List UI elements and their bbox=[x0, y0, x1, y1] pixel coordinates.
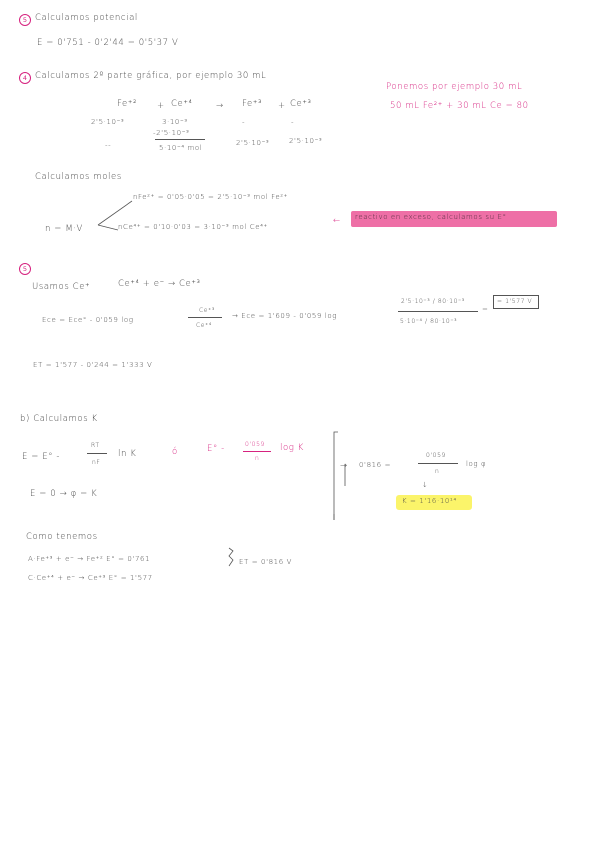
table-cell: 2'5·10⁻³ bbox=[236, 139, 270, 147]
total-result: ET = 0'816 V bbox=[239, 558, 292, 566]
table-cell: -- bbox=[105, 141, 112, 149]
ln-k: ln K bbox=[118, 449, 137, 459]
table-cell: - bbox=[242, 118, 246, 126]
reaction-a: A·Fe⁺³ + e⁻ → Fe⁺² E° = 0'761 bbox=[28, 555, 151, 563]
or-label: ó bbox=[172, 447, 178, 457]
table-cell: 2'5·10⁻³ bbox=[289, 137, 323, 145]
fraction-numerator: 0'059 bbox=[245, 441, 265, 448]
reaction-species: Fe⁺² bbox=[117, 99, 137, 109]
calc-equation: 0'816 = bbox=[359, 461, 392, 469]
table-cell: - bbox=[291, 118, 295, 126]
reaction-arrow: → bbox=[216, 101, 224, 111]
log-phi: log φ bbox=[466, 460, 487, 468]
fraction-denominator: n bbox=[255, 455, 260, 462]
moles-formula: n = M·V bbox=[45, 224, 83, 234]
usamos-label: Usamos Ce⁺ bbox=[32, 282, 91, 292]
equation-e: E = E° - bbox=[22, 452, 61, 462]
fraction-bar bbox=[418, 463, 458, 464]
section-number-badge: 5 bbox=[19, 263, 31, 275]
nernst-substitution: → Ece = 1'609 - 0'059 log bbox=[232, 312, 338, 320]
reaction-c: C·Ce⁺⁴ + e⁻ → Ce⁺³ E° = 1'577 bbox=[28, 574, 153, 582]
reaction-species: Ce⁺⁴ bbox=[171, 99, 193, 109]
fraction-bar bbox=[188, 317, 222, 318]
pink-note: Ponemos por ejemplo 30 mL bbox=[386, 82, 523, 92]
reaction-species: Fe⁺³ bbox=[242, 99, 262, 109]
section-number-badge: 5 bbox=[19, 14, 31, 26]
reaction-operator: + bbox=[278, 101, 286, 111]
section-title: Calculamos 2º parte gráfica, por ejemplo 30 mL bbox=[35, 71, 267, 81]
reaction-operator: + bbox=[157, 101, 165, 111]
reagent-note: reactivo en exceso, calculamos su E° bbox=[355, 213, 507, 221]
fraction-bar bbox=[243, 451, 271, 452]
pink-note: 50 mL Fe²⁺ + 30 mL Ce = 80 bbox=[390, 101, 529, 111]
fraction-denominator: 5·10⁻⁴ / 80·10⁻³ bbox=[400, 318, 458, 325]
section-number-badge: 4 bbox=[19, 72, 31, 84]
fraction-denominator: nF bbox=[92, 459, 101, 466]
moles-fe: nFe²⁺ = 0'05·0'05 = 2'5·10⁻³ mol Fe²⁺ bbox=[133, 193, 288, 201]
section-title: Calculamos potencial bbox=[35, 13, 138, 23]
section-title: b) Calculamos K bbox=[20, 414, 98, 424]
fraction-denominator: Ce⁺⁴ bbox=[196, 322, 212, 329]
fraction-numerator: 0'059 bbox=[426, 452, 446, 459]
fraction-denominator: n bbox=[435, 468, 440, 475]
k-result: K = 1'16·10¹⁴ bbox=[402, 497, 457, 505]
table-cell: 2'5·10⁻³ bbox=[91, 118, 125, 126]
table-cell: 3·10⁻³ bbox=[162, 118, 188, 126]
total-potential: ET = 1'577 - 0'244 = 1'333 V bbox=[33, 361, 153, 369]
log-k: log K bbox=[280, 443, 304, 453]
result-value: = 1'577 V bbox=[497, 298, 533, 305]
table-cell: -2'5·10⁻³ bbox=[153, 129, 190, 137]
arrow-icon: ← bbox=[333, 216, 341, 226]
equals-sign: = bbox=[482, 305, 489, 313]
arrow-icon: → bbox=[340, 461, 348, 471]
phi-equation: E = 0 → φ = K bbox=[30, 489, 98, 499]
potential-equation: E = 0'751 - 0'2'44 = 0'5'37 V bbox=[37, 38, 179, 48]
fraction-bar bbox=[398, 311, 478, 312]
fraction-bar bbox=[87, 453, 107, 454]
fraction-numerator: Ce⁺³ bbox=[199, 307, 215, 314]
equation-e0: E° - bbox=[207, 444, 225, 454]
nernst-equation: Ece = Ece° - 0'059 log bbox=[42, 316, 134, 324]
fraction-numerator: RT bbox=[91, 442, 100, 449]
tenemos-label: Como tenemos bbox=[26, 532, 98, 542]
moles-title: Calculamos moles bbox=[35, 172, 122, 182]
table-cell: 5·10⁻⁴ mol bbox=[159, 144, 203, 152]
fraction-numerator: 2'5·10⁻³ / 80·10⁻³ bbox=[401, 298, 465, 305]
down-arrow-icon: ↓ bbox=[422, 481, 429, 489]
moles-ce: nCe⁴⁺ = 0'10·0'03 = 3·10⁻³ mol Ce⁴⁺ bbox=[118, 223, 268, 231]
reaction-species: Ce⁺³ bbox=[290, 99, 312, 109]
half-reaction: Ce⁺⁴ + e⁻ → Ce⁺³ bbox=[118, 279, 201, 289]
